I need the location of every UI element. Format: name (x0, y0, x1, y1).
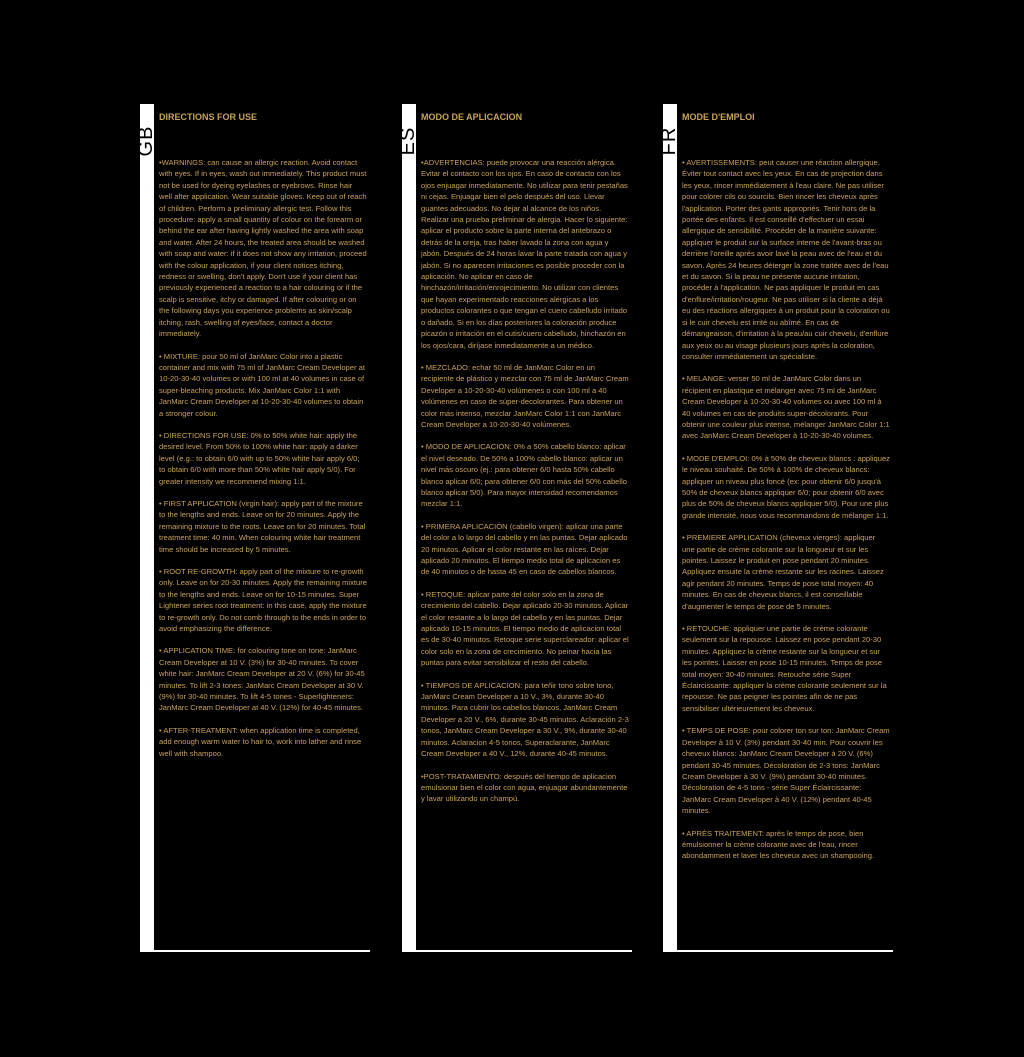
bottom-rule (154, 950, 370, 952)
first-application-paragraph: • PRIMERA APLICACIÓN (cabello virgen): aplicar una parte del color a lo largo del cabello y en las puntas. Dejar aplicado 20 minutos. Aplicar el color restante en las raíces. Dejar aplicado 20 minutos. El tiempo medio total de aplicacion es de 40 minutos o de hasta 45 en caso de cabellos blancos. (421, 521, 628, 577)
white-bar (402, 104, 416, 952)
bottom-rule (416, 950, 632, 952)
language-code-fr: FR (657, 126, 680, 156)
root-regrowth-paragraph: • RETOQUE: aplicar parte del color solo en la zona de crecimiento del cabello. Dejar aplicado 20-30 minutos. Aplicar el color restante a lo largo del cabello y en las puntas. Dejar aplicado 10-15 minutos. El tiempo medio de aplicacion total es de 30-40 minutos. Retoque serie superclareador: aplicar el color solo en la zona de crecimiento. No peinar hacia las puntas para evitar sensibilizar el resto del cabello. (421, 589, 629, 668)
section-heading: DIRECTIONS FOR USE (159, 112, 258, 122)
mixture-paragraph: • MIXTURE: pour 50 ml of JanMarc Color into a plastic container and mix with 75 ml of JanMarc Cream Developer at 10-20-30-40 volumes or with 100 ml at 40 volumes in case of super-bleaching products. Mix JanMarc Color 1:1 with JanMarc Cream Developer at 10-20-30-40 volumes to obtain a stronger colour. (159, 351, 365, 418)
warnings-paragraph: • AVERTISSEMENTS: peut causer une réaction allergique. Éviter tout contact avec les yeux. En cas de projection dans les yeux, rincer immédiatement à l'eau claire. Ne pas utiliser pour colorer cils ou sourcils. Bien rincer les cheveux après l'application. Porter des gants appropriés. Tenir hors de la portée des enfants. Il est conseillé d'effectuer un essai allergique de sensibilité. Procéder de la manière suivante: appliquer le produit sur la surface interne de l'avant-bras ou derrière l'oreille après avoir lavé la peau avec de l'eau et du savon. Après 24 heures déterger la zone traitée avec de l'eau et du savon. Si la peau ne présente aucune irritation, procéder à l'application. Ne pas appliquer le produit en cas d'enflure/irritation/rougeur. Ne pas utiliser si la cliente a déjà eu des réactions allergiques à un produit pour la coloration ou si le cuir chevelu est irrité ou abîmé. En cas de démangeaison, d'irritation à la peau/au cuir chevelu, d'enflure aux yeux ou au visage plusieurs jours après la coloration, consulter immédiatement un spécialiste. (682, 158, 890, 361)
first-application-paragraph: • PREMIERE APPLICATION (cheveux vierges): appliquer une partie de crème colorante sur la longueur et sur les pointes. Laissez le produit en pose pendant 20 minutes. Appliquez ensuite la crème restante sur les racines. Laissez agir pendant 20 minutes. Temps de pose total moyen: 40 minutes. En cas de cheveux blancs, il est conseillable d'augmenter le temps de pose de 5 minutes. (682, 533, 884, 611)
application-time-paragraph: • TIEMPOS DE APLICACION: para teñir tono sobre tono, JanMarc Cream Developer a 10 V., 3%, durante 30-40 minutos. Para cubrir los cabellos blancos, JanMarc Cream Developer a 20 V., 6%, durante 30-45 minutos. Aclaración 2-3 tonos, JanMarc Cream Developer a 30 V., 9%, durante 30-40 minutos. Aclaracion 4-5 tonos, Superaclarante, JanMarc Cream Developer a 40 V., 12%, durante 40-45 minutos. (421, 680, 629, 759)
root-regrowth-paragraph: • ROOT RE-GROWTH: apply part of the mixture to re-growth only. Leave on for 20-30 minutes. Apply the remaining mixture to the lengths and ends. Leave on for 10-15 minutes. Super Lightener series root treatment: in this case, apply the mixture to re-growth only. Do not comb through to the ends in order to avoid emphasizing the difference. (159, 567, 367, 634)
after-treatment-paragraph: •POST-TRATAMIENTO: después del tiempo de aplicacion emulsionar bien el color con agua, enjuagar abundantemente y lavar utilizando un champú. (421, 771, 628, 804)
panel-gb (134, 104, 370, 952)
language-code-es: ES (396, 126, 419, 156)
application-time-paragraph: • APPLICATION TIME: for colouring tone on tone: JanMarc Cream Developer at 10 V. (3%) for 30-40 minutes. To cover white hair: JanMarc Cream Developer at 20 V. (6%) for 30-45 minutes. To lift 2-3 tones: JanMarc Cream Developer at 30 V. (9%) for 30-40 minutes. To lift 4-5 tones - Superlighteners: JanMarc Cream Developer at 40 V. (12%) for 40-45 minutes. (159, 646, 365, 713)
root-regrowth-paragraph: • RETOUCHE: appliquer une partie de crème colorante seulement sur la repousse. Laissez en pose pendant 20-30 minutes. Appliquez la crème restante sur la longueur et sur les pointes. Laisser en pose 10-15 minutes. Temps de pose total moyen: 30-40 minutes. Retouche série Super Éclaircissante: appliquer la crème colorante seulement sur la repousse. Ne pas peigner les pointes afin de ne pas sensibiliser ultérieurement les cheveux. (682, 624, 887, 713)
application-time-paragraph: • TEMPS DE POSE: pour colorer ton sur ton: JanMarc Cream Developer à 10 V. (3%) pendant 30-40 min. Pour couvrir les cheveux blancs: JanMarc Cream Developer à 20 V. (6%) pendant 30-45 minutes. Décoloration de 2-3 tons: JanMarc Cream Developer à 30 V. (9%) pendant 30-40 minutes. Décoloration de 4-5 tons - série Super Éclaircissante: JanMarc Cream Developer à 40 V. (12%) pendant 40-45 minutes. (682, 726, 890, 816)
section-heading: MODO DE APLICACION (421, 112, 523, 122)
mixture-paragraph: • MEZCLADO: echar 50 ml de JanMarc Color en un recipiente de plástico y mezclar con 75 ml de JanMarc Cream Developer a 10-20-30-40 volúmenes o con 100 ml a 40 volúmenes en caso de súper-decolorantes. Para obtener un color más intenso, mezclar JanMarc Color 1:1 con JanMarc Cream Developer a 10-20-30-40 volúmenes. (421, 362, 629, 429)
directions-paragraph: • DIRECTIONS FOR USE: 0% to 50% white hair: apply the desired level. From 50% to 100% white hair: apply a darker level (e.g.: to obtain 6/0 with up to 50% white hair apply 6/0; to obtain 6/0 with more than 50% white hair apply 5/0). For greater intensity we recommend mixing 1:1. (159, 430, 360, 486)
after-treatment-paragraph: • AFTER-TREATMENT: when application time is completed, add enough warm water to hair to, work into lather and rinse well with shampoo. (159, 725, 362, 758)
white-bar (140, 104, 154, 952)
instructions-body (421, 157, 629, 816)
directions-paragraph: • MODO DE APLICACION: 0% a 50% cabello blanco: aplicar el nivel deseado. De 50% a 100% cabello blanco: aplicar un nivel más oscuro (ej.: para obtener 6/0 hasta 50% cabello blanco aplicar 6/0; para obtener 6/0 con más del 50% cabello blanco aplicar 5/0). Para mayor intensidad recomendamos mezclar 1:1. (421, 442, 628, 509)
white-bar (663, 104, 677, 952)
after-treatment-paragraph: • APRÈS TRAITEMENT: après le temps de pose, bien émulsionner la crème colorante avec de l'eau, rincer abondamment et laver les cheveux avec un shampooing. (682, 828, 875, 861)
mixture-paragraph: • MELANGE: verser 50 ml de JanMarc Color dans un récipient en plastique et mélanger avec 75 ml de JanMarc Cream Developer à 10-20-30-40 volumes ou avec 100 ml à 40 volumes en cas de produits super-décolorants. Pour obtenir une couleur plus intense, mélanger JanMarc Color 1:1 avec JanMarc Cream Developer à 10-20-30-40 volumes. (682, 374, 890, 441)
first-application-paragraph: • FIRST APPLICATION (virgin hair): apply part of the mixture to the lengths and ends. Leave on for 20 minutes. Apply the remaining mixture to the roots. Leave on for 20 minutes. Total treatment time: 40 min. When colouring white hair treatment time should be increased by 5 minutes. (159, 498, 366, 554)
instructions-body (682, 157, 890, 873)
warnings-paragraph: •WARNINGS: can cause an allergic reaction. Avoid contact with eyes. If in eyes, wash out immediately. This product must not be used for dyeing eyelashes or eyebrows. Rinse hair well after application. Wear suitable gloves. Keep out of reach of children. Perform a preliminary allergic test. Follow this procedure: apply a small quantity of colour on the forearm or behind the ear after having lightly washed the area with soap and water. After 24 hours, the treated area should be washed with soap and water: if it does not show any irritation, proceed with the colour application, if your client notices itching, redness or swelling, don't apply. Don't use if your client has previously experienced a reaction to a hair colouring or if the scalp is sensitive, itchy or damaged. If after colouring or on the following days you experience problems as skin/scalp itching, rash, swelling of eyes/face, contact a doctor immediately. (159, 158, 367, 339)
panel-fr (657, 104, 893, 952)
section-heading: MODE D'EMPLOI (682, 112, 755, 122)
warnings-paragraph: •ADVERTENCIAS: puede provocar una reacción alérgica. Evitar el contacto con los ojos. En caso de contacto con los ojos enjuagar inmediatamente. No utilizar para tenir pestañas ni cejas. Enjuagar bien el pelo después del uso. Llevar guantes adecuados. No dejar al alcance de los niños. Realizar una prueba preliminar de alergia. Hacer lo siguiente: aplicar el producto sobre la parte interna del antebrazo o detrás de la oreja, tras haber lavado la zona con agua y jabón. Después de 24 horas lavar la parte tratada con agua y jabón. Si no aparecen irritaciones es posible proceder con la aplicación. No aplicar en caso de hinchazón/irritación/enrojecimiento. No utilizar con clientes que hayan experimentado reacciones alérgicas a los productos colorantes o que tengan el cuero cabelludo irritado o dañado. Si en los días posteriores la coloración produce picazón o irritación en el cutis/cuero cabelludo, hinchazón en los ojos/cara, diríjase inmediatamente a un médico. (421, 158, 628, 350)
bottom-rule (677, 950, 893, 952)
language-code-gb: GB (134, 125, 157, 157)
directions-paragraph: • MODE D'EMPLOI: 0% à 50% de cheveux blancs : appliquez le niveau souhaité. De 50% à 100% de cheveux blancs: appliquer un niveau plus foncé (ex: pour obtenir 6/0 jusqu'à 50% de cheveux blancs appliquer 6/0; pour obtenir 6/0 avec plus de 50% de cheveux blancs appliquer 5/0). Pour une plus grande intensité, nous vous recommandons de mélanger 1:1. (682, 453, 890, 520)
panel-es (396, 104, 632, 952)
instructions-body (159, 157, 367, 770)
